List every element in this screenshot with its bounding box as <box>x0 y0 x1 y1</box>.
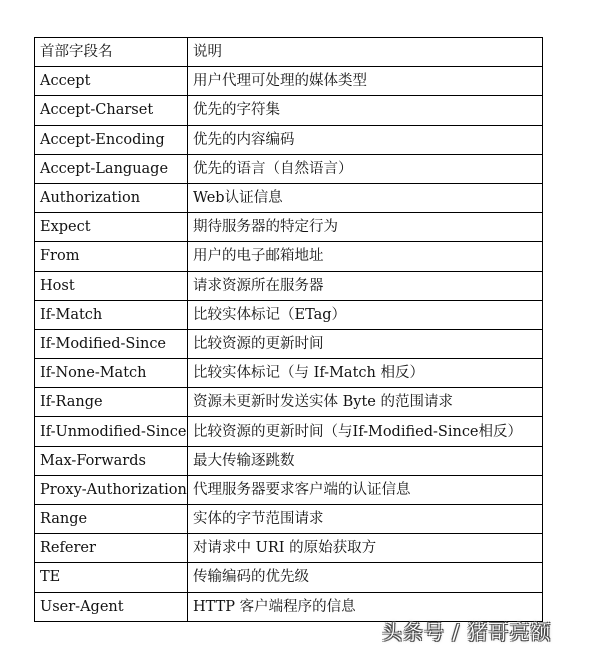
field-name-cell: Authorization <box>35 183 188 212</box>
table-row <box>35 67 543 96</box>
field-name-cell: If-Unmodified-Since <box>35 417 188 446</box>
field-name-cell: If-None-Match <box>35 359 188 388</box>
table-row <box>35 446 543 475</box>
field-name-cell: TE <box>35 563 188 592</box>
description-cell: 优先的语言（自然语言） <box>188 154 543 183</box>
table-row <box>35 505 543 534</box>
field-name-cell: If-Range <box>35 388 188 417</box>
table-row <box>35 154 543 183</box>
description-cell: Web认证信息 <box>188 183 543 212</box>
description-cell: 最大传输逐跳数 <box>188 446 543 475</box>
header-cell-description: 说明 <box>188 38 543 67</box>
description-cell: 请求资源所在服务器 <box>188 271 543 300</box>
table-header-row <box>35 38 543 67</box>
table-body <box>35 38 543 622</box>
description-cell: 对请求中 URI 的原始获取方 <box>188 534 543 563</box>
table-row <box>35 417 543 446</box>
description-cell: 实体的字节范围请求 <box>188 505 543 534</box>
description-cell: HTTP 客户端程序的信息 <box>188 592 543 621</box>
field-name-cell: Range <box>35 505 188 534</box>
table-row <box>35 96 543 125</box>
description-cell: 比较资源的更新时间（与If-Modified-Since相反） <box>188 417 543 446</box>
table-row <box>35 242 543 271</box>
description-cell: 用户的电子邮箱地址 <box>188 242 543 271</box>
table-row <box>35 125 543 154</box>
field-name-cell: If-Modified-Since <box>35 329 188 358</box>
field-name-cell: Expect <box>35 213 188 242</box>
table-row <box>35 359 543 388</box>
request-headers-table <box>34 37 543 622</box>
description-cell: 比较资源的更新时间 <box>188 329 543 358</box>
field-name-cell: From <box>35 242 188 271</box>
table-row <box>35 388 543 417</box>
description-cell: 比较实体标记（与 If-Match 相反） <box>188 359 543 388</box>
table-row <box>35 534 543 563</box>
field-name-cell: If-Match <box>35 300 188 329</box>
description-cell: 期待服务器的特定行为 <box>188 213 543 242</box>
description-cell: 优先的字符集 <box>188 96 543 125</box>
field-name-cell: Proxy-Authorization <box>35 475 188 504</box>
table-row <box>35 329 543 358</box>
field-name-cell: Accept-Charset <box>35 96 188 125</box>
field-name-cell: Accept <box>35 67 188 96</box>
field-name-cell: Accept-Language <box>35 154 188 183</box>
field-name-cell: Accept-Encoding <box>35 125 188 154</box>
field-name-cell: User-Agent <box>35 592 188 621</box>
description-cell: 传输编码的优先级 <box>188 563 543 592</box>
table-row <box>35 300 543 329</box>
table-row <box>35 475 543 504</box>
request-headers-table-container <box>34 37 542 622</box>
watermark: 头条号 / 猪哥亮额 <box>382 620 552 644</box>
field-name-cell: Host <box>35 271 188 300</box>
table-row <box>35 563 543 592</box>
description-cell: 比较实体标记（ETag） <box>188 300 543 329</box>
description-cell: 资源未更新时发送实体 Byte 的范围请求 <box>188 388 543 417</box>
description-cell: 代理服务器要求客户端的认证信息 <box>188 475 543 504</box>
table-row <box>35 213 543 242</box>
table-row <box>35 183 543 212</box>
field-name-cell: Max-Forwards <box>35 446 188 475</box>
description-cell: 用户代理可处理的媒体类型 <box>188 67 543 96</box>
header-cell-field-name: 首部字段名 <box>35 38 188 67</box>
description-cell: 优先的内容编码 <box>188 125 543 154</box>
table-row <box>35 271 543 300</box>
field-name-cell: Referer <box>35 534 188 563</box>
